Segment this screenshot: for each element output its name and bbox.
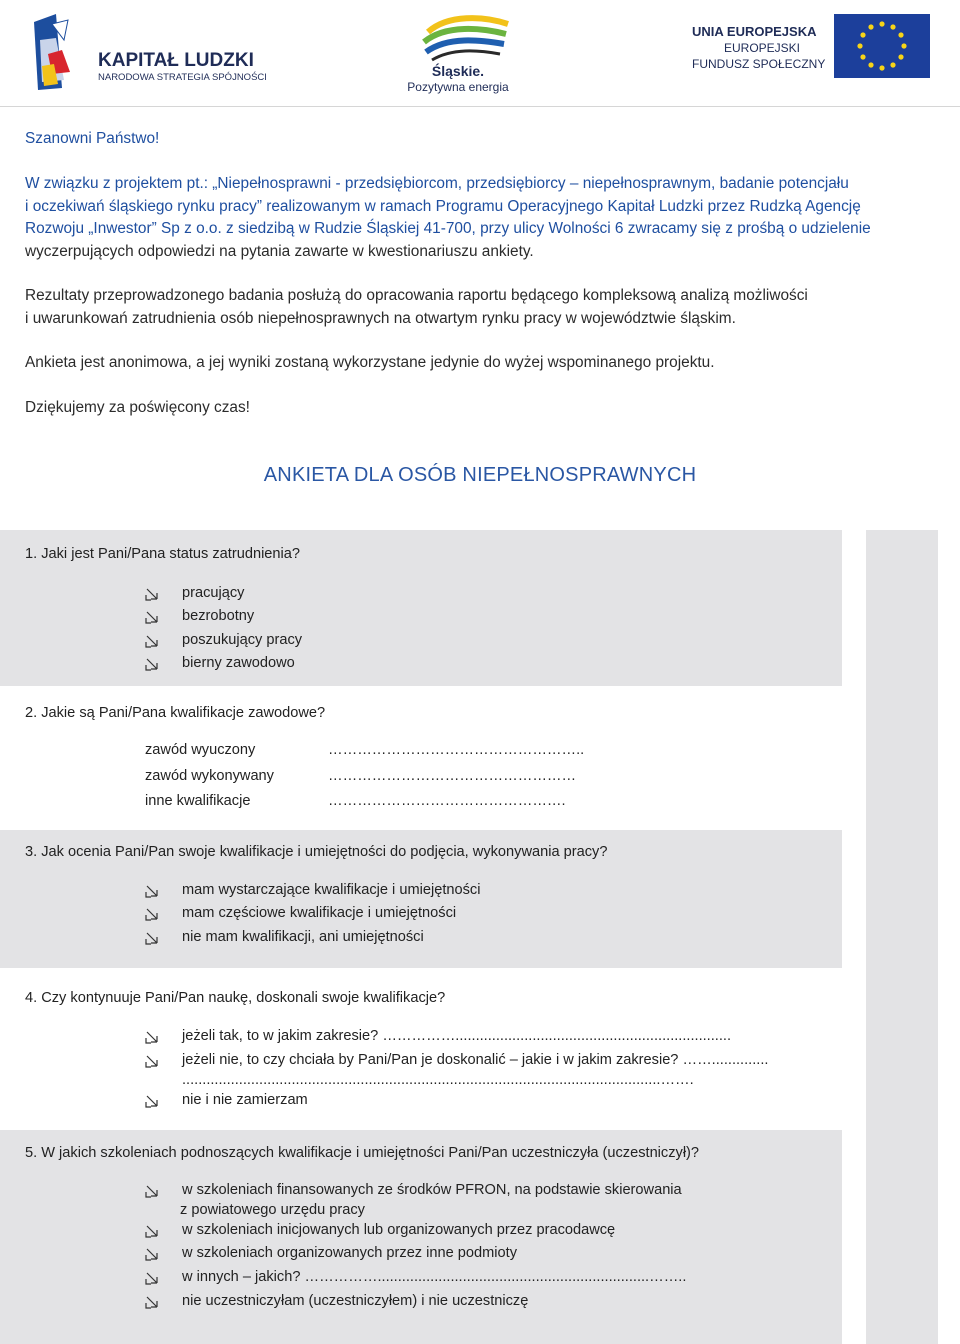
q2-field-blank[interactable]: …………………………………………… [328, 768, 577, 784]
q2-field-label: inne kwalifikacje [145, 793, 251, 809]
intro-p1-line-1: W związku z projektem pt.: „Niepełnosprawni - przedsiębiorcom, przedsiębiorcy – niepełnosprawnym, badanie potencjału [25, 175, 849, 192]
svg-text:Pozytywna energia: Pozytywna energia [407, 80, 509, 94]
svg-text:EUROPEJSKI: EUROPEJSKI [724, 41, 801, 55]
q5-question: 5. W jakich szkoleniach podnoszących kwalifikacje i umiejętności Pani/Pan uczestniczyła (uczestniczył)? [25, 1145, 700, 1161]
greeting: Szanowni Państwo! [25, 130, 160, 147]
q5-option-continuation: z powiatowego urzędu pracy [180, 1202, 365, 1218]
kapital-ludzki-logo [34, 10, 294, 96]
checkbox-arrow-icon [144, 1183, 160, 1199]
q2-field-blank[interactable]: …………………………………………….. [328, 742, 585, 758]
checkbox-arrow-icon [144, 1029, 160, 1045]
checkbox-arrow-icon [144, 1223, 160, 1239]
intro-paragraph-3: Ankieta jest anonimowa, a jej wyniki zostaną wykorzystane jedynie do wyżej wspominanego projektu. [25, 354, 715, 371]
checkbox-arrow-icon [144, 1246, 160, 1262]
q1-question: 1. Jaki jest Pani/Pana status zatrudnienia? [25, 546, 301, 562]
checkbox-arrow-icon [144, 1294, 160, 1310]
q2-field-blank[interactable]: …………………………………………. [328, 793, 566, 809]
intro-p1-line-2: i oczekiwań śląskiego rynku pracy” realizowanym w ramach Programu Operacyjnego Kapitał Ludzki przez Rudzką Agencję [25, 197, 861, 215]
checkbox-arrow-icon [144, 1270, 160, 1286]
svg-text:UNIA EUROPEJSKA: UNIA EUROPEJSKA [692, 24, 817, 39]
q3-question: 3. Jak ocenia Pani/Pan swoje kwalifikacje i umiejętności do podjęcia, wykonywania pracy? [25, 844, 608, 860]
header [0, 0, 960, 107]
q2-question: 2. Jakie są Pani/Pana kwalifikacje zawodowe? [25, 705, 326, 721]
checkbox-arrow-icon [144, 1053, 160, 1069]
intro-p1-line-4: wyczerpujących odpowiedzi na pytania zawarte w kwestionariuszu ankiety. [25, 242, 534, 260]
intro-paragraph-4: Dziękujemy za poświęcony czas! [25, 399, 250, 416]
checkbox-arrow-icon [144, 883, 160, 899]
checkbox-arrow-icon [144, 656, 160, 672]
eu-logo [688, 10, 930, 96]
checkbox-arrow-icon [144, 609, 160, 625]
slaskie-logo [388, 10, 528, 96]
svg-text:FUNDUSZ SPOŁECZNY: FUNDUSZ SPOŁECZNY [692, 57, 826, 71]
checkbox-arrow-icon [144, 586, 160, 602]
checkbox-arrow-icon [144, 930, 160, 946]
checkbox-arrow-icon [144, 906, 160, 922]
q2-field-label: zawód wyuczony [145, 742, 256, 758]
svg-text:Śląskie.: Śląskie. [431, 63, 485, 79]
answer-margin-column [866, 530, 938, 1344]
intro-paragraph-2 [25, 285, 905, 330]
intro-p2-line-1: Rezultaty przeprowadzonego badania posłużą do opracowania raportu będącego kompleksową analizą możliwości [25, 287, 808, 304]
svg-text:KAPITAŁ LUDZKI: KAPITAŁ LUDZKI [98, 50, 254, 71]
survey-title: ANKIETA DLA OSÓB NIEPEŁNOSPRAWNYCH [263, 464, 697, 486]
intro-p1-line-3: Rozwoju „Inwestor” Sp z o.o. z siedzibą w Rudzie Śląskiej 41-700, przy ulicy Wolności 6 zwracamy się z prośbą o udzielenie [25, 220, 871, 237]
intro-p2-line-2: i uwarunkowań zatrudnienia osób niepełnosprawnych na otwartym rynku pracy w województwie śląskim. [25, 309, 736, 327]
intro-paragraph-1 [25, 173, 905, 263]
checkbox-arrow-icon [144, 633, 160, 649]
q2-field-label: zawód wykonywany [145, 768, 274, 784]
q4-question: 4. Czy kontynuuje Pani/Pan naukę, doskonali swoje kwalifikacje? [25, 990, 446, 1006]
checkbox-arrow-icon [144, 1093, 160, 1109]
svg-text:NARODOWA STRATEGIA SPÓJNOŚCI: NARODOWA STRATEGIA SPÓJNOŚCI [98, 72, 267, 83]
q4-continuation-blank[interactable]: ......................................................................................................................……. [182, 1072, 694, 1088]
